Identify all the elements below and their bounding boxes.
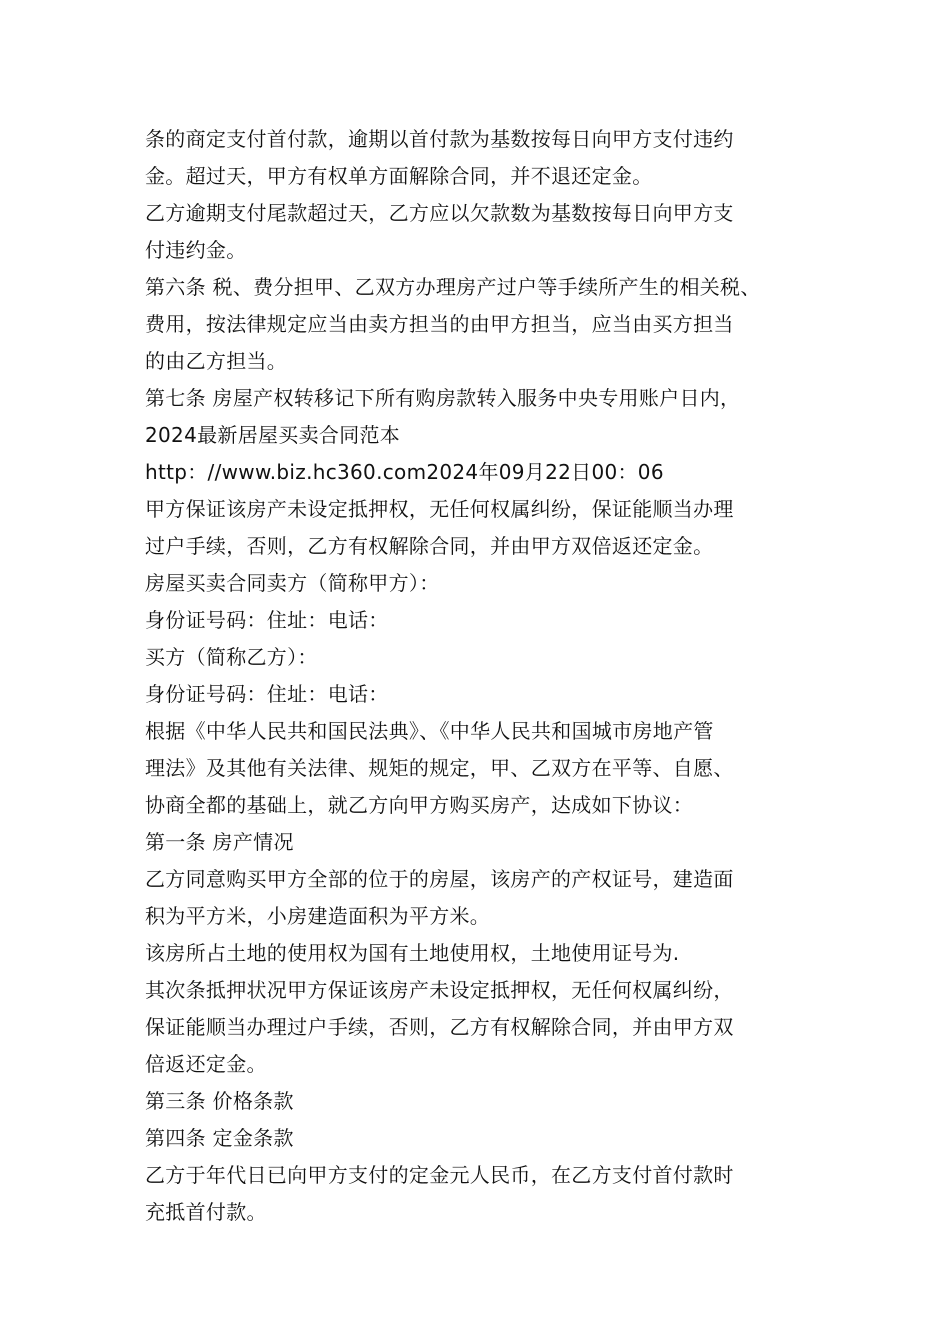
text-line: 甲方保证该房产未设定抵押权，无任何权属纠纷，保证能顺当办理 <box>145 497 734 521</box>
text-line: 费用，按法律规定应当由卖方担当的由甲方担当，应当由买方担当 <box>145 312 734 336</box>
text-line: 第七条 房屋产权转移记下所有购房款转入服务中央专用账户日内， <box>145 386 741 410</box>
text-line: 积为平方米，小房建造面积为平方米。 <box>145 904 491 928</box>
text-line: 条的商定支付首付款，逾期以首付款为基数按每日向甲方支付违约 <box>145 127 734 151</box>
text-line: 倍返还定金。 <box>145 1052 267 1076</box>
text-line: 金。超过天，甲方有权单方面解除合同，并不退还定金。 <box>145 164 653 188</box>
text-line: 乙方逾期支付尾款超过天，乙方应以欠款数为基数按每日向甲方支 <box>145 201 734 225</box>
text-line: 身份证号码：住址：电话： <box>145 682 389 706</box>
text-line: 协商全都的基础上，就乙方向甲方购买房产，达成如下协议： <box>145 793 694 817</box>
text-line: 乙方同意购买甲方全部的位于的房屋，该房产的产权证号，建造面 <box>145 867 734 891</box>
text-line: 根据《中华人民共和国民法典》、《中华人民共和国城市房地产管 <box>145 719 714 743</box>
text-line: 房屋买卖合同卖方（简称甲方）： <box>145 571 440 595</box>
source-url-date: http：//www.biz.hc360.com2024年09月22日00：06 <box>145 460 664 484</box>
text-line: 充抵首付款。 <box>145 1200 267 1224</box>
section-heading: 第三条 价格条款 <box>145 1089 294 1113</box>
text-line: 付违约金。 <box>145 238 247 262</box>
text-line: 第六条 税、费分担甲、乙双方办理房产过户等手续所产生的相关税、 <box>145 275 761 299</box>
section-heading: 第一条 房产情况 <box>145 830 294 854</box>
text-line: 买方（简称乙方）： <box>145 645 318 669</box>
document-title: 2024最新居屋买卖合同范本 <box>145 423 401 447</box>
text-line: 乙方于年代日已向甲方支付的定金元人民币，在乙方支付首付款时 <box>145 1163 734 1187</box>
document-body <box>145 121 825 1231</box>
text-line: 该房所占土地的使用权为国有土地使用权，土地使用证号为. <box>145 941 680 965</box>
text-line: 其次条抵押状况甲方保证该房产未设定抵押权，无任何权属纠纷， <box>145 978 734 1002</box>
section-heading: 第四条 定金条款 <box>145 1126 294 1150</box>
text-line: 过户手续，否则，乙方有权解除合同，并由甲方双倍返还定金。 <box>145 534 714 558</box>
text-line: 身份证号码：住址：电话： <box>145 608 389 632</box>
text-line: 的由乙方担当。 <box>145 349 288 373</box>
text-line: 保证能顺当办理过户手续，否则，乙方有权解除合同，并由甲方双 <box>145 1015 734 1039</box>
text-line: 理法》及其他有关法律、规矩的规定，甲、乙双方在平等、自愿、 <box>145 756 734 780</box>
